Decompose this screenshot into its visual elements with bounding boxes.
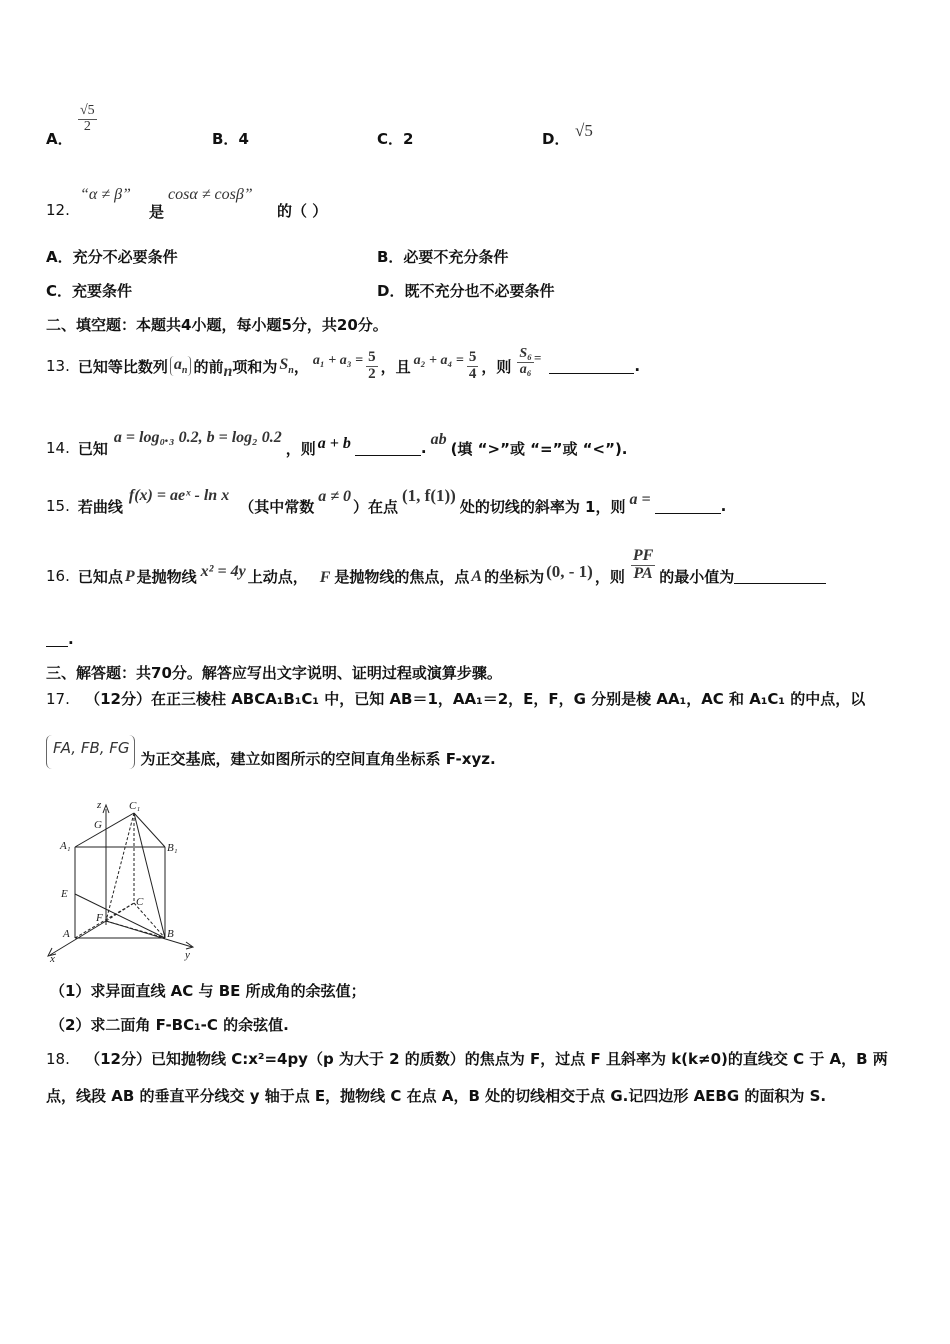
q14-text-1: 已知 (77, 439, 108, 458)
q11-a-numerator: √5 (80, 103, 95, 118)
q12-number: 12. (46, 201, 70, 219)
q11-b-value: 4 (238, 130, 249, 148)
q16-p: P (124, 568, 135, 585)
q13-sn (279, 356, 293, 376)
q16-coord: (0, - 1) (546, 562, 593, 581)
q17-sub-2: （2）求二面角 F-BC₁-C 的余弦值. (50, 1016, 289, 1034)
q17-sub-1: （1）求异面直线 AC 与 BE 所成角的余弦值； (50, 982, 366, 1000)
q14-text-2: ，则 (285, 439, 316, 458)
q18-line-2: 点，线段 AB 的垂直平分线交 y 轴于点 E，抛物线 C 在点 A，B 处的切线相交于点 G.记四边形 AEBG 的面积为 S. (46, 1087, 827, 1105)
q15-line (46, 482, 726, 522)
edge-a1-c1 (75, 813, 134, 847)
q14-sum: a + b (317, 435, 351, 452)
q13-frac-2-den: 4 (468, 365, 477, 382)
y-axis (106, 921, 192, 947)
q17-basis-set (46, 735, 135, 769)
q18-line-1 (46, 1048, 888, 1069)
q11-c-value: 2 (403, 130, 414, 148)
q17-text-1: （12分）在正三棱柱 ABCA₁B₁C₁ 中，已知 AB＝1，AA₁＝2，E，F，G 分别是棱 AA₁，AC 和 A₁C₁ 的中点，以 (85, 690, 866, 708)
q12-condition-2: cosα ≠ cosβ” (168, 186, 253, 203)
label-a: A (63, 928, 70, 940)
q13-frac-2 (467, 350, 479, 383)
q12-option-b: B．必要不充分条件 (377, 248, 509, 266)
q16-parabola: x² = 4y (200, 563, 246, 580)
q14-line (46, 424, 628, 464)
q15-end: . (720, 497, 727, 515)
q16-text-3: 上动点， (247, 567, 308, 586)
q13-frac-1 (366, 350, 378, 383)
section-2-heading: 二、填空题：本题共4小题，每小题5分，共20分。 (46, 316, 388, 334)
q13-seq-sub: n (181, 365, 188, 377)
q13-end: . (634, 357, 641, 375)
q17-basis (46, 734, 496, 769)
q17-text-2: 为正交基底，建立如图所示的空间直角坐标系 F-xyz. (140, 750, 496, 768)
q13-number: 13. (46, 357, 70, 375)
q15-text-2: （其中常数 (239, 497, 315, 516)
q13-frac-1-den: 2 (368, 365, 376, 382)
q15-text-3: ）在点 (352, 497, 398, 516)
q13-s: S (279, 355, 289, 373)
q15-text-1: 若曲线 (77, 497, 123, 516)
q17-basis-text: FA, FB, FG (53, 738, 130, 757)
label-f: F (96, 912, 103, 924)
q15-expression: f(x) = aeˣ - ln x (128, 487, 230, 504)
q13-text-4: ，且 (380, 357, 411, 376)
q16-text-7: 的最小值为 (659, 567, 735, 586)
q15-condition: a ≠ 0 (318, 488, 351, 505)
q13-answer-blank[interactable] (549, 359, 634, 374)
q18-text-1: （12分）已知抛物线 C:x²=4py（p 为大于 2 的质数）的焦点为 F，过点 F 且斜率为 k(k≠0)的直线交 C 于 A，B 两 (85, 1050, 888, 1068)
q13-frac-3-den: a₆ (519, 361, 532, 377)
q16-answer-blank-2[interactable] (46, 632, 68, 647)
q15-number: 15. (46, 497, 70, 515)
q13-frac-1-num: 5 (368, 348, 376, 365)
q14-tail: (填 “>”或 “=”或 “<”). (450, 439, 628, 458)
segment-c1-b (134, 813, 165, 938)
q11-option-b (212, 128, 249, 149)
q13-frac-3-num: S₆ (519, 345, 532, 361)
q12-condition-1: “α ≠ β” (80, 186, 131, 203)
q11-c-label: C． (377, 130, 404, 148)
q16-text-5: 的坐标为 (484, 567, 545, 586)
section-3-heading: 三、解答题：共70分。解答应写出文字说明、证明过程或演算步骤。 (46, 664, 502, 682)
q11-option-a (46, 128, 73, 149)
q13-n: n (223, 363, 233, 380)
q12-option-d: D．既不充分也不必要条件 (377, 282, 555, 300)
label-e: E (61, 888, 68, 900)
q13-frac-2-num: 5 (468, 348, 477, 365)
q13-text-2: 的前 (193, 357, 224, 376)
label-a1: A₁ (60, 840, 71, 852)
q11-a-denominator: 2 (83, 118, 91, 134)
q13-frac-3 (517, 347, 534, 377)
label-b1: B₁ (167, 842, 178, 854)
q14-expression: a = log₀.₃ 0.2, b = log₂ 0.2 (113, 429, 282, 446)
label-g: G (94, 819, 102, 831)
q15-text-4: 处的切线的斜率为 1，则 (459, 497, 626, 516)
q13-comma: ， (293, 357, 309, 376)
q11-b-label: B． (212, 130, 239, 148)
label-c1: C₁ (129, 800, 141, 812)
q16-answer-blank[interactable] (734, 569, 826, 584)
q14-dot: . (420, 439, 427, 457)
q13-eq: = (534, 350, 542, 365)
q14-answer-blank[interactable] (355, 441, 421, 456)
q16-text-6: ，则 (594, 567, 625, 586)
q16-end: . (68, 630, 74, 648)
q17-number: 17. (46, 690, 70, 708)
q13-text-1: 已知等比数列 (77, 357, 168, 376)
q14-ab: ab (430, 431, 447, 448)
q16-text-2: 是抛物线 (136, 567, 197, 586)
label-b: B (167, 928, 174, 940)
label-y: y (185, 949, 190, 961)
q11-a-fraction (78, 104, 97, 134)
q13-seq-a: a (173, 355, 182, 373)
q11-d-value: √5 (575, 121, 593, 140)
q13-text-5: ，则 (481, 357, 512, 376)
q12-option-c: C．充要条件 (46, 282, 133, 300)
q16-frac-num: PF (632, 546, 654, 564)
label-x: x (50, 953, 55, 965)
q13-expr-1: a₁ + a₃ = (312, 353, 364, 368)
q16-text-4: 是抛物线的焦点，点 (334, 567, 470, 586)
prism-figure (40, 795, 200, 965)
q13-expr-2: a₂ + a₄ = (413, 353, 464, 368)
q16-a: A (471, 568, 483, 585)
q13-text-3: 项和为 (232, 357, 278, 376)
label-z: z (97, 799, 102, 811)
hidden-c1-f (106, 813, 134, 921)
q15-point: (1, f(1)) (402, 486, 456, 505)
q13-sequence (170, 356, 192, 376)
q16-frac-den: PA (633, 564, 653, 582)
q16-number: 16. (46, 567, 70, 585)
q16-f: F (319, 569, 331, 586)
q16-text-1: 已知点 (77, 567, 123, 586)
q14-number: 14. (46, 439, 70, 457)
q11-d-label: D． (542, 130, 570, 148)
q18-number: 18. (46, 1050, 70, 1068)
q17-line-1 (46, 688, 865, 709)
q11-a-label: A． (46, 130, 73, 148)
q16-fraction (631, 548, 655, 583)
q11-option-c (377, 128, 413, 149)
q11-option-d (542, 128, 569, 149)
q15-a-eq: a = (629, 491, 651, 508)
q12-shi: 是 (149, 203, 165, 221)
q12-tail: 的（ ） (277, 202, 328, 220)
label-c: C (136, 896, 144, 908)
q13-line (46, 345, 640, 387)
q16-line (46, 540, 826, 590)
q16-blank-continued (46, 630, 74, 648)
q13-s-sub: n (288, 365, 294, 377)
q12-option-a: A．充分不必要条件 (46, 248, 178, 266)
q15-answer-blank[interactable] (655, 499, 721, 514)
